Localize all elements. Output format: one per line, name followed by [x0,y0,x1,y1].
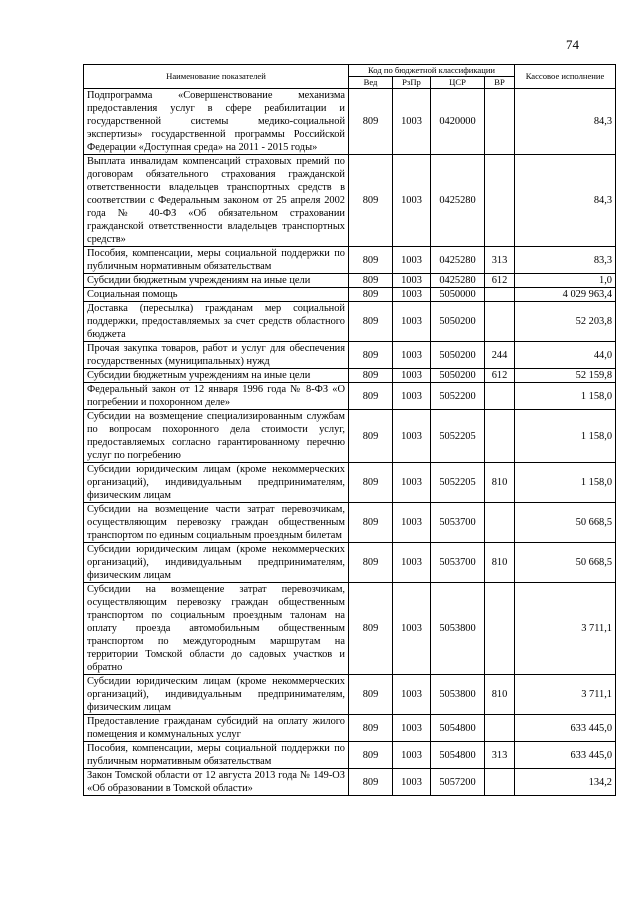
cell-csr: 5053800 [431,675,485,715]
cell-amount: 1,0 [515,274,616,288]
cell-vr [485,302,515,342]
cell-vr: 244 [485,342,515,369]
table-row [84,155,616,247]
cell-ved: 809 [349,383,393,410]
cell-name: Пособия, компенсации, меры социальной поддержки по публичным нормативным обязательствам [84,247,349,274]
cell-name: Субсидии на возмещение специализированным службам по вопросам похоронного дела стоимости услуг, предоставляемых согласно гарантированному перечню услуг по погребению [84,410,349,463]
cell-rzpr: 1003 [393,155,431,247]
cell-amount: 1 158,0 [515,383,616,410]
cell-csr: 5052205 [431,410,485,463]
cell-name: Федеральный закон от 12 января 1996 года № 8-ФЗ «О погребении и похоронном деле» [84,383,349,410]
cell-ved: 809 [349,410,393,463]
cell-csr: 5050200 [431,369,485,383]
cell-rzpr: 1003 [393,383,431,410]
cell-name: Субсидии на возмещение затрат перевозчикам, осуществляющим перевозку граждан общественным транспортом по социальным проездным талонам на оплату проезда автомобильным общественным транспортом по междугородным маршрутам на территории Томской области до садовых участков и обратно [84,583,349,675]
header-vr: ВР [485,77,515,89]
cell-amount: 84,3 [515,89,616,155]
header-ved: Вед [349,77,393,89]
table-header [84,65,616,89]
cell-rzpr: 1003 [393,742,431,769]
cell-ved: 809 [349,288,393,302]
cell-name: Подпрограмма «Совершенствование механизма предоставления услуг в сфере реабилитации и государственной системы медико-социальной экспертизы» государственной программы Российской Федерации «Доступная среда» на 2011 - 2015 годы» [84,89,349,155]
cell-name: Субсидии на возмещение части затрат перевозчикам, осуществляющим перевозку граждан общественным транспортом по единым социальным проездным билетам [84,503,349,543]
cell-name: Субсидии юридическим лицам (кроме некоммерческих организаций), индивидуальным предпринимателям, физическим лицам [84,463,349,503]
header-classification: Код по бюджетной классификации [349,65,515,77]
header-rzpr: РзПр [393,77,431,89]
cell-ved: 809 [349,274,393,288]
cell-name: Предоставление гражданам субсидий на оплату жилого помещения и коммунальных услуг [84,715,349,742]
cell-vr: 612 [485,369,515,383]
cell-amount: 52 203,8 [515,302,616,342]
cell-csr: 0425280 [431,155,485,247]
cell-ved: 809 [349,247,393,274]
table-row [84,383,616,410]
cell-name: Закон Томской области от 12 августа 2013 года № 149-ОЗ «Об образовании в Томской области» [84,769,349,796]
cell-csr: 5050200 [431,342,485,369]
cell-vr: 810 [485,463,515,503]
cell-amount: 84,3 [515,155,616,247]
cell-csr: 5054800 [431,742,485,769]
cell-amount: 50 668,5 [515,503,616,543]
cell-ved: 809 [349,769,393,796]
table-row [84,274,616,288]
cell-rzpr: 1003 [393,288,431,302]
cell-amount: 44,0 [515,342,616,369]
cell-vr: 313 [485,247,515,274]
cell-vr [485,583,515,675]
cell-csr: 5052205 [431,463,485,503]
cell-ved: 809 [349,155,393,247]
header-amount: Кассовое исполнение [515,65,616,89]
cell-vr [485,155,515,247]
cell-csr: 5053700 [431,543,485,583]
cell-rzpr: 1003 [393,583,431,675]
cell-vr: 313 [485,742,515,769]
cell-name: Субсидии бюджетным учреждениям на иные цели [84,369,349,383]
table-row [84,342,616,369]
header-csr: ЦСР [431,77,485,89]
table-row [84,369,616,383]
table-row [84,463,616,503]
cell-ved: 809 [349,369,393,383]
cell-name: Выплата инвалидам компенсаций страховых премий по договорам обязательного страхования гражданской ответственности владельцев транспортных средств в соответствии с Федеральным законом от 25 апреля 2002 года № 40-ФЗ «Об обязательном страховании гражданской ответственности владельцев транспортных средств» [84,155,349,247]
cell-csr: 5053700 [431,503,485,543]
cell-csr: 0425280 [431,247,485,274]
cell-vr: 810 [485,675,515,715]
cell-csr: 5053800 [431,583,485,675]
cell-rzpr: 1003 [393,369,431,383]
cell-vr [485,383,515,410]
cell-amount: 134,2 [515,769,616,796]
cell-name: Субсидии юридическим лицам (кроме некоммерческих организаций), индивидуальным предпринимателям, физическим лицам [84,543,349,583]
cell-ved: 809 [349,342,393,369]
cell-ved: 809 [349,463,393,503]
table-row [84,247,616,274]
cell-vr: 810 [485,543,515,583]
cell-rzpr: 1003 [393,503,431,543]
cell-vr [485,715,515,742]
table-row [84,410,616,463]
table-row [84,715,616,742]
cell-ved: 809 [349,583,393,675]
cell-csr: 5050200 [431,302,485,342]
table-row [84,89,616,155]
cell-vr [485,89,515,155]
cell-vr [485,503,515,543]
table-row [84,543,616,583]
cell-vr [485,769,515,796]
cell-amount: 633 445,0 [515,715,616,742]
cell-ved: 809 [349,543,393,583]
cell-rzpr: 1003 [393,274,431,288]
cell-name: Субсидии бюджетным учреждениям на иные цели [84,274,349,288]
cell-ved: 809 [349,89,393,155]
cell-rzpr: 1003 [393,410,431,463]
cell-csr: 5050000 [431,288,485,302]
table-row [84,675,616,715]
cell-csr: 0420000 [431,89,485,155]
cell-vr: 612 [485,274,515,288]
cell-rzpr: 1003 [393,675,431,715]
cell-name: Пособия, компенсации, меры социальной поддержки по публичным нормативным обязательствам [84,742,349,769]
table-body [84,89,616,796]
cell-amount: 3 711,1 [515,583,616,675]
cell-name: Социальная помощь [84,288,349,302]
cell-rzpr: 1003 [393,89,431,155]
cell-vr [485,288,515,302]
cell-ved: 809 [349,742,393,769]
table-row [84,583,616,675]
table-row [84,302,616,342]
cell-rzpr: 1003 [393,247,431,274]
cell-amount: 52 159,8 [515,369,616,383]
cell-amount: 1 158,0 [515,463,616,503]
cell-vr [485,410,515,463]
cell-name: Доставка (пересылка) гражданам мер социальной поддержки, предоставляемых за счет средств областного бюджета [84,302,349,342]
cell-rzpr: 1003 [393,342,431,369]
cell-amount: 3 711,1 [515,675,616,715]
cell-csr: 5054800 [431,715,485,742]
cell-ved: 809 [349,302,393,342]
cell-csr: 5052200 [431,383,485,410]
cell-name: Субсидии юридическим лицам (кроме некоммерческих организаций), индивидуальным предпринимателям, физическим лицам [84,675,349,715]
cell-rzpr: 1003 [393,543,431,583]
cell-rzpr: 1003 [393,302,431,342]
cell-csr: 0425280 [431,274,485,288]
header-name: Наименование показателей [84,65,349,89]
table-row [84,742,616,769]
cell-amount: 83,3 [515,247,616,274]
cell-amount: 1 158,0 [515,410,616,463]
cell-name: Прочая закупка товаров, работ и услуг для обеспечения государственных (муниципальных) нужд [84,342,349,369]
table-row [84,503,616,543]
table-row [84,769,616,796]
budget-execution-table [83,64,616,796]
cell-amount: 633 445,0 [515,742,616,769]
cell-rzpr: 1003 [393,463,431,503]
cell-rzpr: 1003 [393,769,431,796]
cell-csr: 5057200 [431,769,485,796]
cell-amount: 4 029 963,4 [515,288,616,302]
cell-ved: 809 [349,715,393,742]
cell-amount: 50 668,5 [515,543,616,583]
cell-ved: 809 [349,675,393,715]
cell-ved: 809 [349,503,393,543]
cell-rzpr: 1003 [393,715,431,742]
page-number: 74 [566,37,579,52]
table-row [84,288,616,302]
